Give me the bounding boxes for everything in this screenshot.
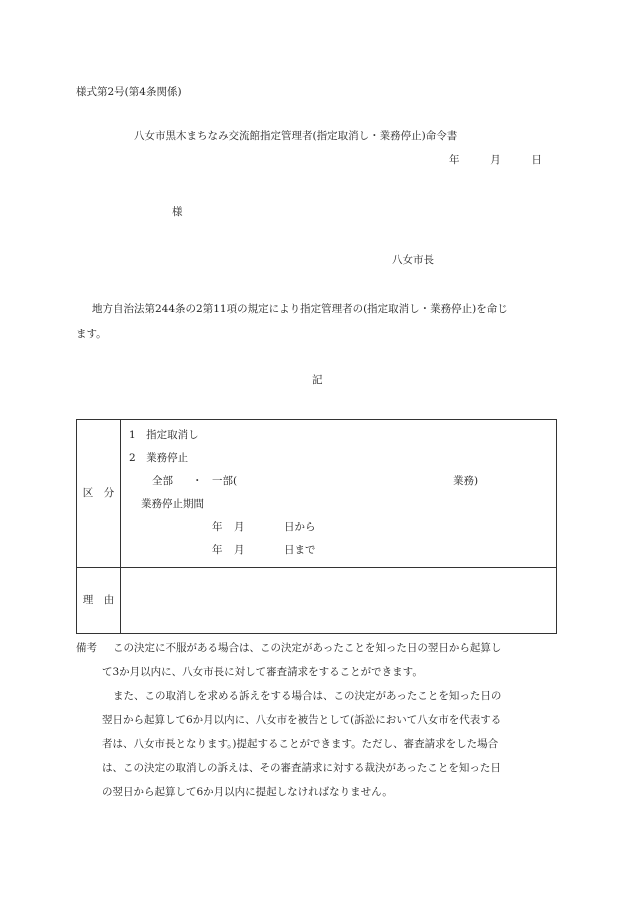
remarks-line: 翌日から起算して6か月以内に、八女市を被告として(訴訟において八女市を代表する [102,714,502,726]
date-year: 年 [449,154,460,166]
reason-header: 理 由 [77,568,121,634]
issue-date [449,154,542,168]
ki-heading: 記 [312,374,323,386]
period-from-day: 日から [284,521,316,533]
form-number: 様式第2号(第4条関係) [76,86,182,98]
document-title: 八女市黒木まちなみ交流館指定管理者(指定取消し・業務停止)命令書 [134,130,458,142]
period-from-year: 年 [212,521,223,533]
remarks-line: て3か月以内に、八女市長に対して審査請求をすることができます。 [102,666,423,678]
remarks-line: の翌日から起算して6か月以内に提起しなければなりません。 [102,786,393,798]
issuer: 八女市長 [392,254,434,266]
category-cell [121,420,557,568]
remarks-label: 備考 [76,642,97,654]
scope-separator: ・ [192,475,203,487]
period-from-month: 月 [234,521,245,533]
period-to-month: 月 [234,544,245,556]
period-to-day: 日まで [284,544,316,556]
remarks-line: また、この取消しを求める訴えをする場合は、この決定があったことを知った日の [113,690,502,702]
scope-close: 業務) [453,475,479,487]
remarks-line: は、この決定の取消しの訴えは、その審査請求に対する裁決があったことを知った日 [102,762,501,774]
date-day: 日 [531,154,542,166]
period-to-year: 年 [212,544,223,556]
body-line-1: 地方自治法第244条の2第11項の規定により指定管理者の(指定取消し・業務停止)を命じ [92,303,508,315]
suspension-period-label: 業務停止期間 [141,498,204,510]
option-suspend: 2 業務停止 [129,452,189,464]
remarks-line: 者は、八女市長となります。)提起することができます。ただし、審査請求をした場合 [102,738,499,750]
option-revoke: 1 指定取消し [129,429,199,441]
reason-cell [121,568,557,634]
body-line-2: ます。 [76,328,107,340]
remarks-line: この決定に不服がある場合は、この決定があったことを知った日の翌日から起算し [113,642,502,654]
order-table [76,419,557,634]
date-month: 月 [490,154,501,166]
category-header: 区 分 [77,420,121,568]
scope-all: 全部 [152,475,173,487]
addressee-suffix: 様 [172,206,183,218]
scope-part: 一部( [212,475,238,487]
